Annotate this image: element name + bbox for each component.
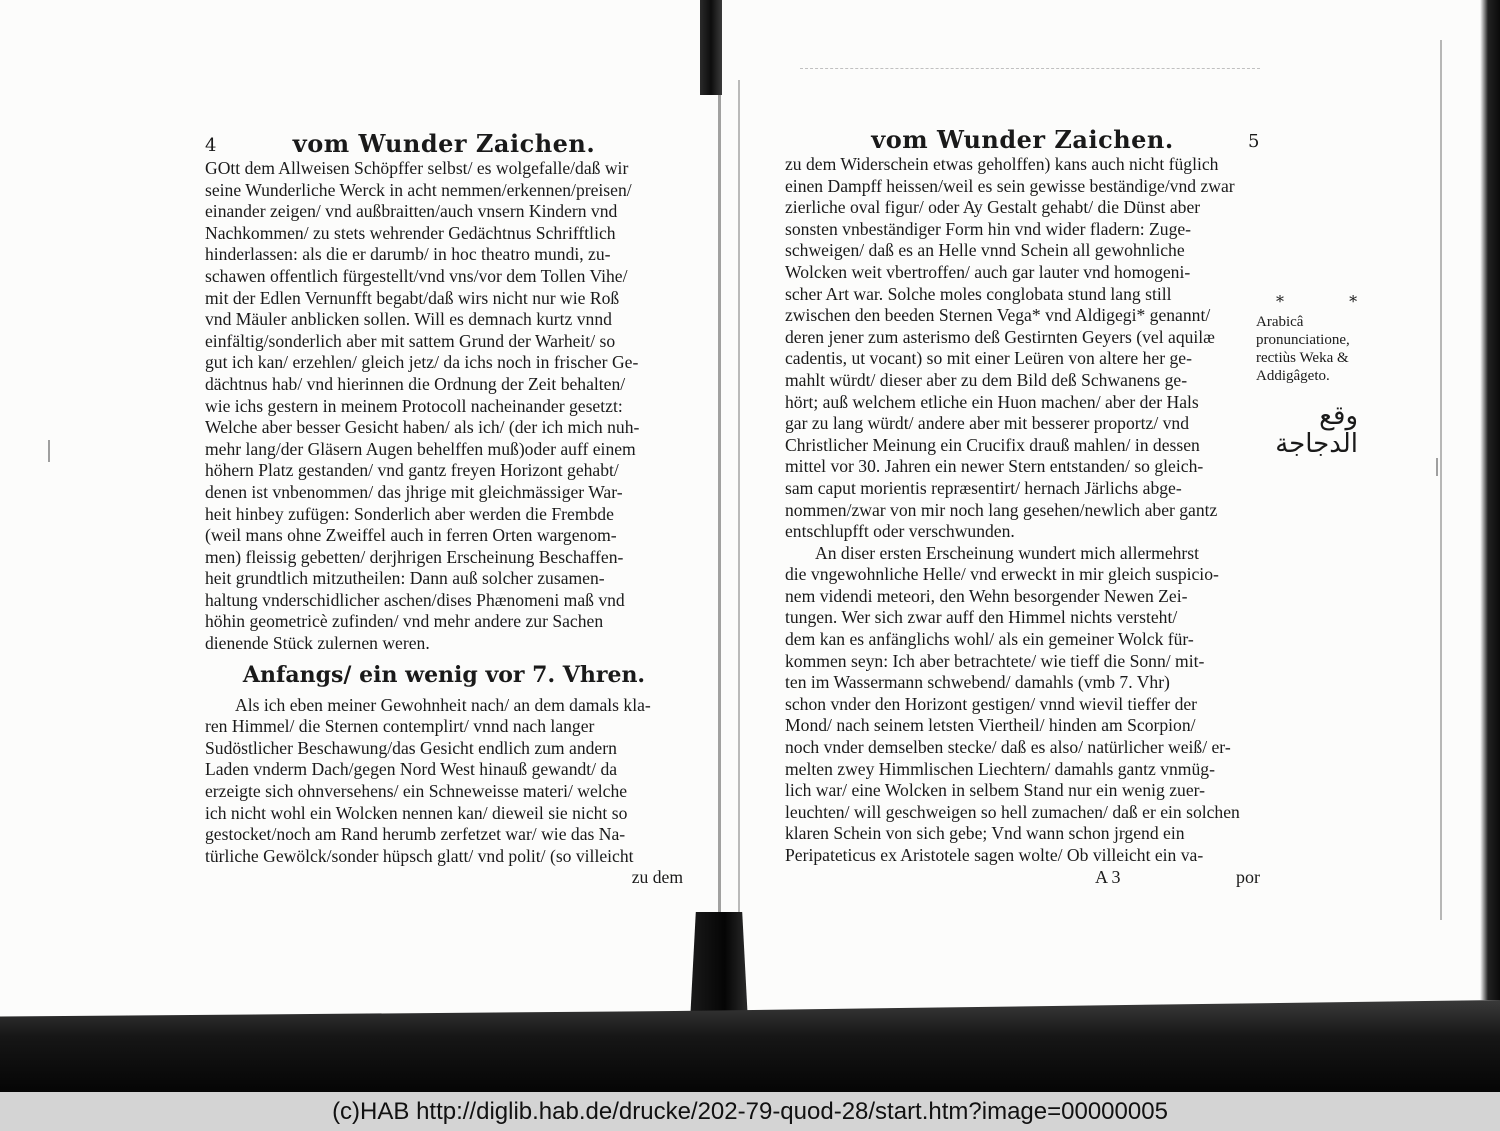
text-line: wie ichs gestern in meinem Protocoll nacheinander gesetzt: (205, 395, 623, 416)
section-heading: Anfangs/ ein wenig vor 7. Vhren. (242, 661, 646, 688)
text-line: einander zeigen/ vnd außbraitten/auch vnsern Kindern vnd (205, 201, 618, 222)
margin-note: Arabicâ pronunciatione, rectiùs Weka & Addigâgeto. (1256, 314, 1350, 384)
text-line: sonsten vnbeständiger Form hin vnd wider fladern: Zuge- (785, 218, 1192, 239)
right-body-text (785, 154, 1260, 867)
text-line: höhern Platz gestanden/ vnd gantz freyen Horizont gehabt/ (205, 460, 619, 481)
credit-bar: (c)HAB http://diglib.hab.de/drucke/202-79-quod-28/start.htm?image=00000005 (0, 1092, 1500, 1131)
margin-asterisks: * * (1276, 292, 1388, 311)
running-head (205, 130, 683, 158)
text-line: ich nicht wohl ein Wolcken nennen kan/ dieweil sie nicht so (205, 802, 628, 823)
book-gutter-shadow (738, 80, 740, 930)
text-line: haltung vnderschidlicher aschen/dises Phænomeni maß vnd (205, 589, 625, 610)
scan-artifact-line (800, 68, 1260, 70)
text-line: scher Art war. Solche moles conglobata stund lang still (785, 283, 1172, 304)
text-line: die vngewohnliche Helle/ vnd erweckt in mir gleich suspicio- (785, 564, 1219, 585)
text-line: höhin geometricè zufinden/ vnd mehr andere zur Sachen (205, 611, 604, 632)
text-line: kommen seyn: Ich aber betrachtete/ wie tieff die Sonn/ mit- (785, 650, 1205, 671)
text-line: mehr lang/der Gläsern Augen behelffen muß)oder auff einem (205, 438, 636, 459)
text-line: gar zu lang würdt/ andere aber mit besserer proportz/ vnd (785, 413, 1190, 434)
left-page (205, 130, 683, 889)
text-line: erzeigte sich ohnversehens/ ein Schneweisse materi/ welche (205, 781, 628, 802)
text-line: deren jener zum asterismo deß Gestirnten Geyers (vel aquilæ (785, 326, 1215, 347)
text-line: hinderlassen: als die er darumb/ in hoc theatro mundi, zu- (205, 244, 611, 265)
text-line: Als ich eben meiner Gewohnheit nach/ an dem damals kla- (235, 694, 651, 715)
text-line: (weil mans ohne Zweiffel auch in ferren Orten wargenom- (205, 525, 617, 546)
right-page (785, 126, 1260, 891)
text-line: sam caput morientis repræsentirt/ hernach Järlichs abge- (785, 477, 1182, 498)
text-line: dienende Stück zulernen weren. (205, 633, 430, 654)
text-line: heit hinbey zufügen: Sonderlich aber werden die Frembde (205, 503, 614, 524)
text-line: ren Himmel/ die Sternen contemplirt/ vnnd nach langer (205, 716, 595, 737)
text-line: Laden vnderm Dach/gegen Nord West hinauß gewandt/ da (205, 759, 618, 780)
text-line: lich war/ eine Wolcken in selbem Stand nur ein wenig zuer- (785, 780, 1206, 801)
text-line: Sudöstlicher Beschawung/das Gesicht endlich zum andern (205, 737, 617, 758)
text-line: zierliche oval figur/ oder Ay Gestalt gehabt/ die Dünst aber (785, 197, 1201, 218)
text-line: zwischen den beeden Sternen Vega* vnd Aldigegi* genannt/ (785, 305, 1211, 326)
left-body-text (205, 158, 683, 655)
scan-artifact-mark (48, 440, 50, 462)
text-line: men) fleissig gebetten/ derjhrigen Erscheinung Beschaffen- (205, 546, 624, 567)
running-head-text: vom Wunder Zaichen. (292, 129, 596, 158)
page-edge-shadow (1480, 0, 1500, 1000)
text-line: leuchten/ will geschweigen so hell zumachen/ daß er ein solchen (785, 801, 1240, 822)
signature-mark: A 3 (1095, 866, 1121, 887)
text-line: mit der Edlen Vernunfft begabt/daß wirs nicht nur wie Roß (205, 287, 620, 308)
text-line: schawen offentlich fürgestellt/vnd vns/vor dem Tollen Vihe/ (205, 265, 628, 286)
page-number: 5 (1248, 131, 1260, 152)
text-line: GOtt dem Allweisen Schöpffer selbst/ es wolgefalle/daß wir (205, 158, 629, 178)
text-line: nommen/zwar von mir noch lang gesehen/newlich aber gantz (785, 499, 1218, 520)
text-line: einen Dampff heissen/weil es sein gewisse beständige/vnd zwar (785, 175, 1235, 196)
running-head (785, 126, 1260, 154)
text-line: noch vnder demselben stecke/ daß es also/ natürlicher weiß/ er- (785, 737, 1231, 758)
scan-artifact-mark (1436, 458, 1438, 476)
text-line: mahlt würdt/ dieser aber zu dem Bild deß Schwanens ge- (785, 369, 1188, 390)
text-line: seine Wunderliche Werck in acht nemmen/erkennen/preisen/ (205, 179, 632, 200)
text-line: nem videndi meteori, den Wehn besorgender Newen Zei- (785, 585, 1188, 606)
text-line: heit grundtlich mitzutheilen: Dann auß solcher zusamen- (205, 568, 605, 589)
text-line: tungen. Wer sich zwar auff den Himmel nichts versteht/ (785, 607, 1178, 628)
text-line: einfältig/sonderlich aber mit sattem Grund der Warheit/ so (205, 330, 616, 351)
text-line: Welche aber besser Gesicht haben/ als ich/ (der ich mich nuh- (205, 417, 640, 438)
text-line: ten im Wassermann schwebend/ damahls (vmb 7. Vhr) (785, 672, 1170, 693)
left-body-text-2 (205, 695, 683, 868)
catchword: por (1236, 866, 1260, 887)
text-line: hört; auß welchem etliche ein Huon machen/ aber der Hals (785, 391, 1199, 412)
text-line: dem kan es anfänglichs wohl/ als ein gemeiner Wolck für- (785, 629, 1194, 650)
text-line: Peripateticus ex Aristotele sagen wolte/ Ob villeicht ein va- (785, 845, 1204, 865)
book-gutter-bottom (690, 912, 748, 1022)
text-line: Wolcken weit vbertroffen/ auch gar lauter vnd homogeni- (785, 261, 1191, 282)
margin-arabic-handwriting: وقع الدجاجة (1275, 401, 1358, 459)
text-line: Christlicher Meinung ein Crucifix drauß mahlen/ in dessen (785, 434, 1200, 455)
text-line: schweigen/ daß es an Helle vnnd Schein all gewohnliche (785, 240, 1185, 261)
page-number: 4 (205, 135, 217, 156)
text-line: gut ich kan/ erzehlen/ gleich jetz/ da ichs noch in frischer Ge- (205, 352, 639, 373)
text-line: entschlupfft oder verschwunden. (785, 521, 1015, 542)
scan-bottom-shadow (0, 1000, 1500, 1092)
running-head-text: vom Wunder Zaichen. (871, 125, 1174, 154)
text-line: schon vnder den Horizont gestigen/ vnnd wievil tieffer der (785, 693, 1198, 714)
text-line: cadentis, ut vocant) so mit einer Leüren von altere her ge- (785, 348, 1192, 369)
text-line: melten zwey Himmlischen Liechtern/ damahls gantz vnmüg- (785, 758, 1215, 779)
text-line: türliche Gewölck/sonder hüpsch glatt/ vnd polit/ (so villeicht (205, 845, 634, 866)
text-line: mittel vor 30. Jahren ein newer Stern entstanden/ so gleich- (785, 456, 1204, 477)
text-line: zu dem Widerschein etwas geholffen) kans auch nicht füglich (785, 154, 1219, 174)
text-line: gestocket/noch am Rand herumb zerfetzet war/ wie das Na- (205, 824, 626, 845)
text-line: dächtnus hab/ vnd hierinnen die Ordnung der Zeit behalten/ (205, 373, 626, 394)
text-line: Nachkommen/ zu stets wehrender Gedächtnus Schrifftlich (205, 222, 616, 243)
text-line: denen ist vnbenommen/ das jhrige mit gleichmässiger War- (205, 481, 623, 502)
text-line: klaren Schein von sich gebe; Vnd wann schon jrgend ein (785, 823, 1185, 844)
text-line: vnd Mäuler anblicken sollen. Will es demnach kurtz vnnd (205, 309, 612, 330)
book-gutter-top (700, 0, 722, 95)
text-line: Mond/ nach seinem letsten Viertheil/ hinden am Scorpion/ (785, 715, 1196, 736)
catchword: zu dem (631, 867, 683, 888)
text-line: An diser ersten Erscheinung wundert mich allermehrst (815, 542, 1200, 563)
page-edge-line (1440, 40, 1442, 920)
book-gutter-line (718, 95, 721, 915)
